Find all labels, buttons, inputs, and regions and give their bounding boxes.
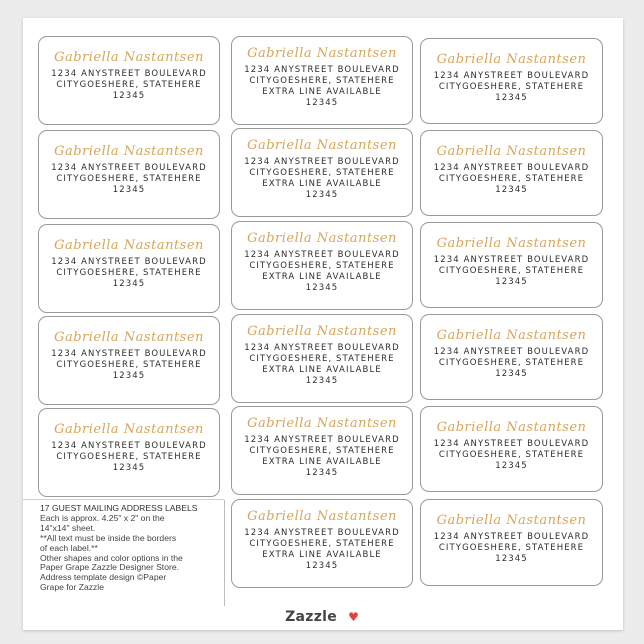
info-line: Paper Grape Zazzle Designer Store.: [40, 562, 179, 573]
label-city: CITYGOESHERE, STATEHERE: [56, 80, 202, 90]
info-line: Address template design ©Paper: [40, 572, 167, 583]
label-name: Gabriella Nastantsen: [54, 238, 204, 253]
address-label[interactable]: [231, 128, 413, 217]
label-city: CITYGOESHERE, STATEHERE: [56, 174, 202, 184]
label-city: CITYGOESHERE, STATEHERE: [438, 358, 585, 368]
label-street: 1234 ANYSTREET BOULEVARD: [433, 347, 590, 357]
address-label[interactable]: [231, 221, 413, 310]
label-name: Gabriella Nastantsen: [247, 46, 397, 61]
label-zip: 12345: [305, 468, 339, 478]
label-city: CITYGOESHERE, STATEHERE: [438, 450, 585, 460]
label-street: 1234 ANYSTREET BOULEVARD: [244, 343, 400, 353]
address-label[interactable]: [231, 36, 413, 125]
label-street: 1234 ANYSTREET BOULEVARD: [51, 257, 207, 267]
label-zip: 12345: [112, 91, 146, 101]
label-street: 1234 ANYSTREET BOULEVARD: [51, 163, 207, 173]
label-zip: 12345: [305, 283, 339, 293]
label-city: CITYGOESHERE, STATEHERE: [56, 360, 202, 370]
info-divider-top: [23, 499, 224, 500]
label-name: Gabriella Nastantsen: [436, 328, 587, 343]
address-label[interactable]: [420, 222, 603, 308]
label-street: 1234 ANYSTREET BOULEVARD: [51, 441, 207, 451]
label-city: CITYGOESHERE, STATEHERE: [438, 174, 585, 184]
label-street: 1234 ANYSTREET BOULEVARD: [433, 532, 590, 542]
label-name: Gabriella Nastantsen: [247, 509, 397, 524]
label-zip: 12345: [495, 93, 528, 103]
label-city: CITYGOESHERE, STATEHERE: [249, 354, 395, 364]
label-extra-line: EXTRA LINE AVAILABLE: [262, 87, 382, 97]
sheet-info-text: [40, 504, 220, 593]
label-city: CITYGOESHERE, STATEHERE: [249, 446, 395, 456]
label-name: Gabriella Nastantsen: [436, 420, 587, 435]
label-name: Gabriella Nastantsen: [54, 144, 204, 159]
label-name: Gabriella Nastantsen: [54, 50, 204, 65]
info-line: of each label.**: [40, 542, 98, 553]
label-zip: 12345: [495, 554, 528, 564]
label-extra-line: EXTRA LINE AVAILABLE: [262, 179, 382, 189]
info-line: 14"x14" sheet.: [40, 522, 96, 533]
label-zip: 12345: [112, 185, 146, 195]
label-extra-line: EXTRA LINE AVAILABLE: [262, 457, 382, 467]
label-street: 1234 ANYSTREET BOULEVARD: [244, 157, 400, 167]
label-extra-line: EXTRA LINE AVAILABLE: [262, 272, 382, 282]
label-zip: 12345: [112, 279, 146, 289]
label-name: Gabriella Nastantsen: [54, 422, 204, 437]
label-street: 1234 ANYSTREET BOULEVARD: [433, 71, 590, 81]
label-name: Gabriella Nastantsen: [54, 330, 204, 345]
label-extra-line: EXTRA LINE AVAILABLE: [262, 550, 382, 560]
label-city: CITYGOESHERE, STATEHERE: [249, 168, 395, 178]
label-name: Gabriella Nastantsen: [436, 513, 587, 528]
label-zip: 12345: [112, 463, 146, 473]
label-city: CITYGOESHERE, STATEHERE: [56, 268, 202, 278]
label-name: Gabriella Nastantsen: [247, 324, 397, 339]
label-street: 1234 ANYSTREET BOULEVARD: [244, 250, 400, 260]
label-city: CITYGOESHERE, STATEHERE: [249, 261, 395, 271]
label-zip: 12345: [495, 185, 528, 195]
info-divider-right: [224, 500, 225, 606]
label-zip: 12345: [305, 190, 339, 200]
label-city: CITYGOESHERE, STATEHERE: [438, 266, 585, 276]
label-name: Gabriella Nastantsen: [247, 416, 397, 431]
label-zip: 12345: [305, 98, 339, 108]
label-street: 1234 ANYSTREET BOULEVARD: [244, 65, 400, 75]
label-street: 1234 ANYSTREET BOULEVARD: [433, 439, 590, 449]
label-city: CITYGOESHERE, STATEHERE: [56, 452, 202, 462]
info-line: Each is approx. 4.25" x 2" on the: [40, 512, 165, 523]
label-zip: 12345: [495, 461, 528, 471]
address-label[interactable]: [38, 408, 220, 497]
label-zip: 12345: [495, 277, 528, 287]
label-zip: 12345: [305, 561, 339, 571]
address-label[interactable]: [420, 38, 603, 124]
label-city: CITYGOESHERE, STATEHERE: [249, 539, 395, 549]
zazzle-logo[interactable]: Zazzle: [285, 609, 338, 625]
info-title: 17 GUEST MAILING ADDRESS LABELS: [40, 503, 198, 513]
label-city: CITYGOESHERE, STATEHERE: [438, 543, 585, 553]
label-extra-line: EXTRA LINE AVAILABLE: [262, 365, 382, 375]
info-line: **All text must be inside the borders: [40, 532, 177, 543]
label-city: CITYGOESHERE, STATEHERE: [249, 76, 395, 86]
heart-icon[interactable]: ♥: [348, 610, 359, 624]
address-label[interactable]: [38, 36, 220, 125]
label-street: 1234 ANYSTREET BOULEVARD: [51, 69, 207, 79]
address-label[interactable]: [420, 499, 603, 586]
info-line: Other shapes and color options in the: [40, 552, 183, 563]
label-street: 1234 ANYSTREET BOULEVARD: [244, 435, 400, 445]
label-street: 1234 ANYSTREET BOULEVARD: [51, 349, 207, 359]
info-line: Grape for Zazzle: [40, 582, 104, 593]
label-name: Gabriella Nastantsen: [247, 231, 397, 246]
label-name: Gabriella Nastantsen: [436, 144, 587, 159]
label-name: Gabriella Nastantsen: [247, 138, 397, 153]
label-name: Gabriella Nastantsen: [436, 52, 587, 67]
brand-footer: [0, 606, 644, 625]
label-name: Gabriella Nastantsen: [436, 236, 587, 251]
label-zip: 12345: [112, 371, 146, 381]
address-label[interactable]: [420, 406, 603, 492]
address-label[interactable]: [231, 499, 413, 588]
label-zip: 12345: [305, 376, 339, 386]
address-label[interactable]: [38, 316, 220, 405]
address-label[interactable]: [420, 130, 603, 216]
label-zip: 12345: [495, 369, 528, 379]
address-label[interactable]: [420, 314, 603, 400]
label-city: CITYGOESHERE, STATEHERE: [438, 82, 585, 92]
address-label[interactable]: [231, 406, 413, 495]
address-label[interactable]: [38, 130, 220, 219]
label-street: 1234 ANYSTREET BOULEVARD: [244, 528, 400, 538]
label-street: 1234 ANYSTREET BOULEVARD: [433, 163, 590, 173]
label-street: 1234 ANYSTREET BOULEVARD: [433, 255, 590, 265]
address-label[interactable]: [38, 224, 220, 313]
address-label[interactable]: [231, 314, 413, 403]
